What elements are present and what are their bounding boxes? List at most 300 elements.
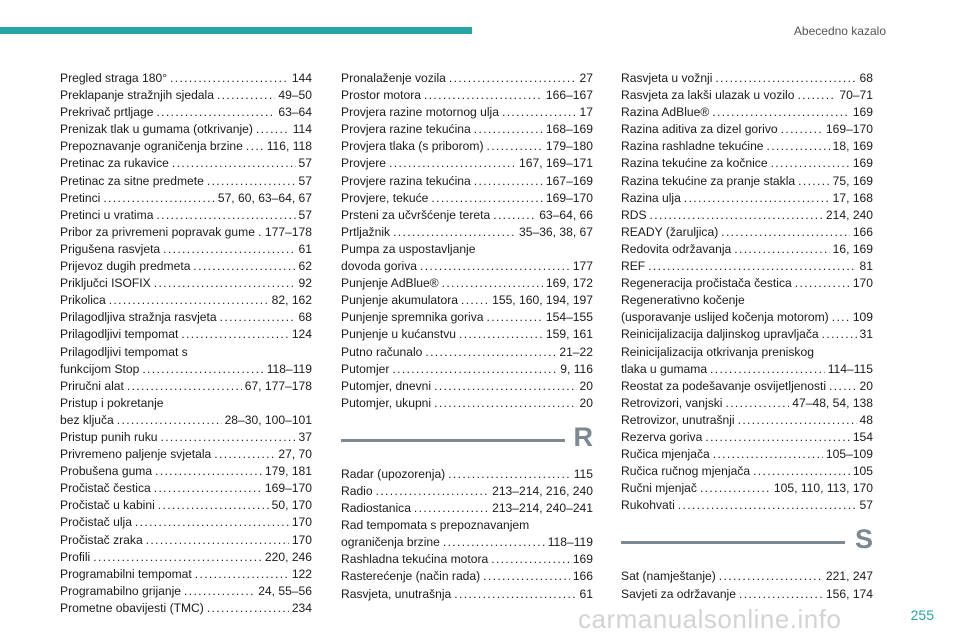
dot-leader: [155, 463, 262, 480]
index-entry-term: Redovita održavanja: [621, 241, 732, 256]
index-entry-pages: 57: [298, 173, 312, 188]
index-entry-pages: 50, 170: [271, 498, 312, 513]
index-entry: [621, 463, 873, 480]
index-entry-term: Ručni mjenjač: [621, 481, 697, 496]
index-entry: [621, 292, 873, 326]
dot-leader: [258, 224, 262, 241]
index-entry-pages: 155, 160, 194, 197: [492, 293, 593, 308]
index-entry-pages: 48: [859, 412, 873, 427]
index-entry-pages: 28–30, 100–101: [224, 412, 312, 427]
index-entry-pages: 68: [859, 71, 873, 85]
index-entry: [621, 480, 873, 497]
dot-leader: [486, 138, 542, 155]
index-entry-term: Savjeti za održavanje: [621, 586, 736, 601]
index-entry-pages: 169–170: [825, 122, 873, 137]
dot-leader: [650, 207, 823, 224]
index-column-2: [341, 70, 593, 603]
index-entry: [60, 258, 312, 275]
index-entry-term: Reinicijalizacija daljinskog upravljača: [621, 327, 819, 342]
index-entry-term: Provjere razina tekućina: [341, 173, 471, 188]
index-entry-term: Pretinci u vratima: [60, 207, 154, 222]
index-entry: [60, 87, 312, 104]
index-entry-term: REF: [621, 259, 646, 274]
index-entry: [341, 309, 593, 326]
dot-leader: [163, 241, 295, 258]
index-entry-pages: 156, 174: [825, 586, 873, 601]
dot-leader: [431, 190, 543, 207]
index-entry-term: Punjenje akumulatora: [341, 293, 458, 308]
index-entry-pages: 177: [572, 259, 593, 274]
dot-leader: [156, 207, 295, 224]
index-entry: [341, 241, 593, 275]
index-entry-term: Provjera razine tekućina: [341, 122, 471, 137]
dot-leader: [474, 121, 543, 138]
dot-leader: [425, 344, 556, 361]
index-entry: [341, 275, 593, 292]
index-entry-term: funkcijom Stop: [60, 361, 140, 376]
index-entry-term: Priključci ISOFIX: [60, 276, 151, 291]
dot-leader: [376, 483, 490, 500]
dot-leader: [684, 190, 830, 207]
index-entry-term: Radio: [341, 483, 373, 498]
index-entry: [621, 70, 873, 87]
index-entry-pages: 169: [852, 105, 873, 120]
index-entry-term: Programabilni tempomat: [60, 566, 192, 581]
index-entry-pages: 20: [579, 395, 593, 410]
index-entry-pages: 18, 169: [832, 139, 873, 154]
index-entry: [60, 207, 312, 224]
index-entry: [60, 309, 312, 326]
index-entry: [341, 395, 593, 412]
page-number: 255: [910, 607, 934, 623]
index-entry: [60, 190, 312, 207]
dot-leader: [135, 514, 289, 531]
index-entry-pages: 213–214, 240–241: [492, 501, 593, 516]
index-entry-pages: 168–169: [545, 122, 593, 137]
index-entry-pages: 167, 169–171: [519, 156, 593, 171]
index-entry: [60, 224, 312, 241]
index-entry-term: Profili: [60, 549, 91, 564]
index-entry-term: Pristup punih ruku: [60, 429, 158, 444]
index-entry: [341, 138, 593, 155]
dot-leader: [829, 378, 857, 395]
index-entry-term: Retrovizor, unutrašnji: [621, 412, 735, 427]
index-entry-term: Radar (upozorenja): [341, 466, 446, 481]
index-entry-term: Punjenje AdBlue®: [341, 276, 439, 291]
index-entry-term: Rasvjeta, unutrašnja: [341, 586, 452, 601]
index-entry-prefix: Pristup i pokretanje: [60, 395, 164, 410]
dot-leader: [156, 104, 275, 121]
index-entry-pages: 159, 161: [545, 327, 593, 342]
index-entry-term: Razina rashladne tekućine: [621, 139, 764, 154]
index-entry: [60, 70, 312, 87]
dot-leader: [158, 497, 269, 514]
index-entry-pages: 21–22: [559, 344, 593, 359]
index-entry: [341, 500, 593, 517]
section-divider: [341, 439, 565, 442]
section-letter: R: [573, 421, 593, 452]
index-entry: [621, 138, 873, 155]
index-entry: [621, 395, 873, 412]
index-entry: [60, 241, 312, 258]
dot-leader: [781, 121, 823, 138]
index-entry-pages: 61: [298, 241, 312, 256]
index-entry-pages: 169–170: [264, 481, 312, 496]
index-entry-pages: 124: [291, 327, 312, 342]
index-entry-pages: 35–36, 38, 67: [519, 224, 593, 239]
index-entry: [621, 568, 873, 585]
index-entry-term: Razina AdBlue®: [621, 105, 710, 120]
index-entry: [341, 483, 593, 500]
index-entry-term: Provjera razine motornog ulja: [341, 105, 499, 120]
index-entry: [341, 517, 593, 551]
index-entry-pages: 17, 168: [832, 190, 873, 205]
index-entry-term: ograničenja brzine: [341, 535, 440, 550]
letter-section-header: [341, 414, 593, 464]
index-entry-term: Razina tekućine za pranje stakla: [621, 173, 796, 188]
index-entry: [60, 395, 312, 429]
index-entry-term: Pretinac za rukavice: [60, 156, 169, 171]
dot-leader: [127, 378, 242, 395]
index-entry-term: Prikolica: [60, 293, 106, 308]
index-entry-pages: 49–50: [278, 88, 312, 103]
index-entry-term: Pročistač ulja: [60, 515, 132, 530]
index-entry-pages: 118–119: [547, 535, 593, 550]
index-entry-term: Prostor motora: [341, 88, 421, 103]
index-entry-pages: 67, 177–178: [244, 378, 312, 393]
index-entry: [621, 207, 873, 224]
letter-section-header: [621, 516, 873, 566]
index-entry-term: Prigušena rasvjeta: [60, 241, 161, 256]
index-entry: [341, 344, 593, 361]
index-entry-pages: 167–169: [545, 173, 593, 188]
index-entry-term: Provjera tlaka (s priborom): [341, 139, 484, 154]
header-accent-bar: [0, 27, 472, 34]
index-entry-pages: 234: [291, 600, 312, 615]
dot-leader: [822, 326, 857, 343]
dot-leader: [459, 326, 543, 343]
index-entry-prefix: Reinicijalizacija otkrivanja preniskog: [621, 344, 814, 359]
index-entry-pages: 105–109: [825, 447, 873, 462]
index-entry-term: Prtljažnik: [341, 224, 391, 239]
dot-leader: [393, 224, 516, 241]
index-entry: [341, 70, 593, 87]
index-entry-term: Prilagodljiva stražnja rasvjeta: [60, 310, 217, 325]
index-entry-term: Radiostanica: [341, 501, 411, 516]
index-entry: [60, 497, 312, 514]
index-entry-term: Prometne obavijesti (TMC): [60, 600, 204, 615]
index-entry-term: Razina ulja: [621, 190, 681, 205]
index-entry: [621, 586, 873, 603]
index-entry-term: Pretinci: [60, 190, 101, 205]
section-divider: [621, 541, 845, 544]
index-entry: [621, 224, 873, 241]
index-entry: [60, 429, 312, 446]
index-entry: [621, 497, 873, 514]
index-entry-term: Pretinac za sitne predmete: [60, 173, 204, 188]
index-entry-pages: 27: [579, 71, 593, 85]
dot-leader: [154, 275, 296, 292]
index-entry-pages: 166: [852, 224, 873, 239]
dot-leader: [715, 70, 856, 87]
index-entry-pages: 63–64: [278, 105, 312, 120]
index-entry: [60, 344, 312, 378]
index-entry-pages: 169, 172: [545, 276, 593, 291]
dot-leader: [678, 497, 857, 514]
dot-leader: [798, 173, 830, 190]
index-entry: [60, 583, 312, 600]
index-entry-pages: 20: [859, 378, 873, 393]
index-entry-term: tlaka u gumama: [621, 361, 708, 376]
dot-leader: [442, 275, 543, 292]
dot-leader: [246, 138, 264, 155]
index-entry: [621, 87, 873, 104]
dot-leader: [443, 534, 545, 551]
index-entry: [341, 87, 593, 104]
index-entry: [60, 378, 312, 395]
index-entry-term: Prenizak tlak u gumama (otkrivanje): [60, 122, 253, 137]
index-entry: [341, 190, 593, 207]
index-entry-pages: 47–48, 54, 138: [792, 395, 873, 410]
index-entry: [341, 155, 593, 172]
dot-leader: [217, 87, 275, 104]
index-entry-pages: 166: [572, 569, 593, 584]
index-entry-pages: 170: [291, 532, 312, 547]
index-entry: [341, 207, 593, 224]
index-entry: [60, 549, 312, 566]
index-entry: [341, 173, 593, 190]
dot-leader: [753, 463, 850, 480]
index-entry-term: Rukohvati: [621, 498, 675, 513]
index-entry-pages: 109: [852, 310, 873, 325]
dot-leader: [797, 87, 836, 104]
index-entry-term: Pronalaženje vozila: [341, 71, 446, 85]
dot-leader: [389, 155, 516, 172]
dot-leader: [705, 429, 849, 446]
dot-leader: [160, 429, 295, 446]
dot-leader: [195, 566, 289, 583]
index-entry: [60, 173, 312, 190]
dot-leader: [142, 361, 263, 378]
dot-leader: [700, 480, 771, 497]
index-entry-term: Rezerva goriva: [621, 429, 703, 444]
index-entry-pages: 16, 169: [832, 241, 873, 256]
index-entry-pages: 105: [852, 464, 873, 479]
index-entry: [341, 292, 593, 309]
dot-leader: [491, 551, 570, 568]
index-entry: [621, 258, 873, 275]
dot-leader: [93, 549, 262, 566]
dot-leader: [181, 326, 289, 343]
index-entry-prefix: Rad tempomata s prepoznavanjem: [341, 518, 530, 533]
dot-leader: [170, 70, 289, 87]
index-entry-term: Punjenje spremnika goriva: [341, 310, 484, 325]
index-entry: [621, 155, 873, 172]
index-entry-pages: 61: [579, 586, 593, 601]
dot-leader: [220, 309, 296, 326]
index-entry-pages: 63–64, 66: [539, 207, 593, 222]
index-entry: [341, 378, 593, 395]
index-entry: [341, 568, 593, 585]
index-entry-term: dovoda goriva: [341, 259, 417, 274]
index-entry-pages: 179–180: [545, 139, 593, 154]
index-entry-pages: 169: [852, 156, 873, 171]
index-entry-pages: 166–167: [545, 88, 593, 103]
index-entry: [60, 480, 312, 497]
index-entry: [341, 361, 593, 378]
index-entry-pages: 115: [573, 466, 593, 481]
dot-leader: [739, 586, 823, 603]
index-entry-pages: 24, 55–56: [258, 583, 312, 598]
index-entry-pages: 144: [291, 71, 312, 85]
index-entry-pages: 213–214, 216, 240: [492, 483, 593, 498]
index-entry-term: Prijevoz dugih predmeta: [60, 259, 191, 274]
index-entry: [60, 104, 312, 121]
index-entry-term: Reostat za podešavanje osvijetljenosti: [621, 378, 827, 393]
index-entry-term: Prilagodljivi tempomat: [60, 327, 179, 342]
section-letter: S: [854, 524, 873, 555]
index-entry-term: Prekrivač prtljage: [60, 105, 154, 120]
index-entry-term: Probušena guma: [60, 464, 153, 479]
index-entry-term: Rasterećenje (način rada): [341, 569, 481, 584]
index-entry-term: Rasvjeta u vožnji: [621, 71, 713, 85]
dot-leader: [193, 258, 295, 275]
index-column-1: [60, 70, 312, 617]
index-entry-term: Programabilno grijanje: [60, 583, 182, 598]
index-entry-pages: 114–115: [827, 361, 873, 376]
index-entry-term: Razina aditiva za dizel gorivo: [621, 122, 778, 137]
index-entry-pages: 170: [291, 515, 312, 530]
index-entry: [621, 241, 873, 258]
dot-leader: [103, 190, 215, 207]
index-entry: [621, 173, 873, 190]
dot-leader: [487, 309, 543, 326]
dot-leader: [725, 395, 789, 412]
index-entry-term: Pročistač u kabini: [60, 498, 155, 513]
dot-leader: [474, 173, 543, 190]
index-entry: [621, 104, 873, 121]
dot-leader: [719, 568, 823, 585]
index-entry: [60, 138, 312, 155]
index-entry-pages: 75, 169: [832, 173, 873, 188]
index-entry: [341, 224, 593, 241]
index-entry-pages: 122: [291, 566, 312, 581]
dot-leader: [154, 480, 262, 497]
index-entry: [60, 514, 312, 531]
index-entry-pages: 177–178: [264, 224, 312, 239]
dot-leader: [712, 104, 850, 121]
dot-leader: [392, 361, 557, 378]
dot-leader: [795, 275, 850, 292]
dot-leader: [420, 258, 570, 275]
index-entry-term: Ručica ručnog mjenjača: [621, 464, 751, 479]
index-entry-pages: 169–170: [545, 190, 593, 205]
index-entry: [60, 463, 312, 480]
dot-leader: [449, 70, 577, 87]
index-entry-pages: 37: [298, 429, 312, 444]
index-entry-term: Razina tekućine za kočnice: [621, 156, 768, 171]
dot-leader: [721, 224, 850, 241]
index-entry-pages: 17: [579, 105, 593, 120]
watermark: carmanualsonline.info: [578, 604, 842, 634]
index-entry-term: Punjenje u kućanstvu: [341, 327, 456, 342]
index-entry: [341, 326, 593, 343]
index-entry: [60, 446, 312, 463]
index-entry-pages: 220, 246: [264, 549, 312, 564]
index-entry-term: Provjere: [341, 156, 387, 171]
index-entry: [621, 429, 873, 446]
index-entry-pages: 62: [298, 259, 312, 274]
dot-leader: [648, 258, 856, 275]
index-entry: [341, 104, 593, 121]
index-entry-pages: 20: [579, 378, 593, 393]
index-entry-pages: 57: [298, 207, 312, 222]
index-entry: [621, 121, 873, 138]
index-entry-pages: 92: [298, 276, 312, 291]
index-entry-pages: 57, 60, 63–64, 67: [217, 190, 312, 205]
dot-leader: [461, 292, 489, 309]
index-entry-prefix: Prilagodljivi tempomat s: [60, 344, 188, 359]
dot-leader: [734, 241, 829, 258]
index-entry: [341, 586, 593, 603]
index-entry-term: READY (žaruljica): [621, 224, 719, 239]
index-entry-term: (usporavanje uslijed kočenja motorom): [621, 310, 829, 325]
index-column-3: [621, 70, 873, 603]
dot-leader: [146, 532, 289, 549]
index-entry-term: Putomjer, ukupni: [341, 395, 432, 410]
index-entry-term: Pribor za privremeni popravak gume: [60, 224, 255, 239]
index-entry-pages: 114: [292, 122, 312, 137]
index-entry-pages: 105, 110, 113, 170: [773, 481, 873, 496]
index-entry-term: Putomjer: [341, 361, 390, 376]
index-entry-term: Putomjer, dnevni: [341, 378, 432, 393]
index-entry: [621, 326, 873, 343]
dot-leader: [256, 121, 290, 138]
index-entry-term: Putno računalo: [341, 344, 423, 359]
dot-leader: [454, 586, 576, 603]
dot-leader: [184, 583, 255, 600]
index-entry: [60, 566, 312, 583]
index-entry-pages: 57: [859, 498, 873, 513]
index-entry-pages: 68: [298, 310, 312, 325]
dot-leader: [424, 87, 543, 104]
index-entry-term: Regeneracija pročistača čestica: [621, 276, 792, 291]
index-entry-pages: 154–155: [545, 310, 593, 325]
dot-leader: [738, 412, 857, 429]
index-entry-term: Rashladna tekućina motora: [341, 552, 489, 567]
index-entry-pages: 116, 118: [266, 139, 312, 154]
index-entry-pages: 214, 240: [825, 207, 873, 222]
dot-leader: [771, 155, 850, 172]
index-entry: [621, 446, 873, 463]
index-entry: [621, 378, 873, 395]
index-entry-pages: 9, 116: [560, 361, 593, 376]
index-entry-term: Preklapanje stražnjih sjedala: [60, 88, 214, 103]
index-entry-term: Prsteni za učvršćenje tereta: [341, 207, 491, 222]
section-title: Abecedno kazalo: [793, 24, 886, 38]
index-entry-pages: 170: [852, 276, 873, 291]
index-entry-pages: 179, 181: [264, 464, 312, 479]
index-entry: [60, 326, 312, 343]
dot-leader: [434, 378, 576, 395]
dot-leader: [117, 412, 222, 429]
index-entry-pages: 81: [859, 259, 873, 274]
index-entry-term: Ručica mjenjača: [621, 447, 710, 462]
index-entry: [621, 275, 873, 292]
dot-leader: [832, 309, 850, 326]
index-entry: [621, 190, 873, 207]
index-entry-pages: 221, 247: [825, 569, 873, 584]
